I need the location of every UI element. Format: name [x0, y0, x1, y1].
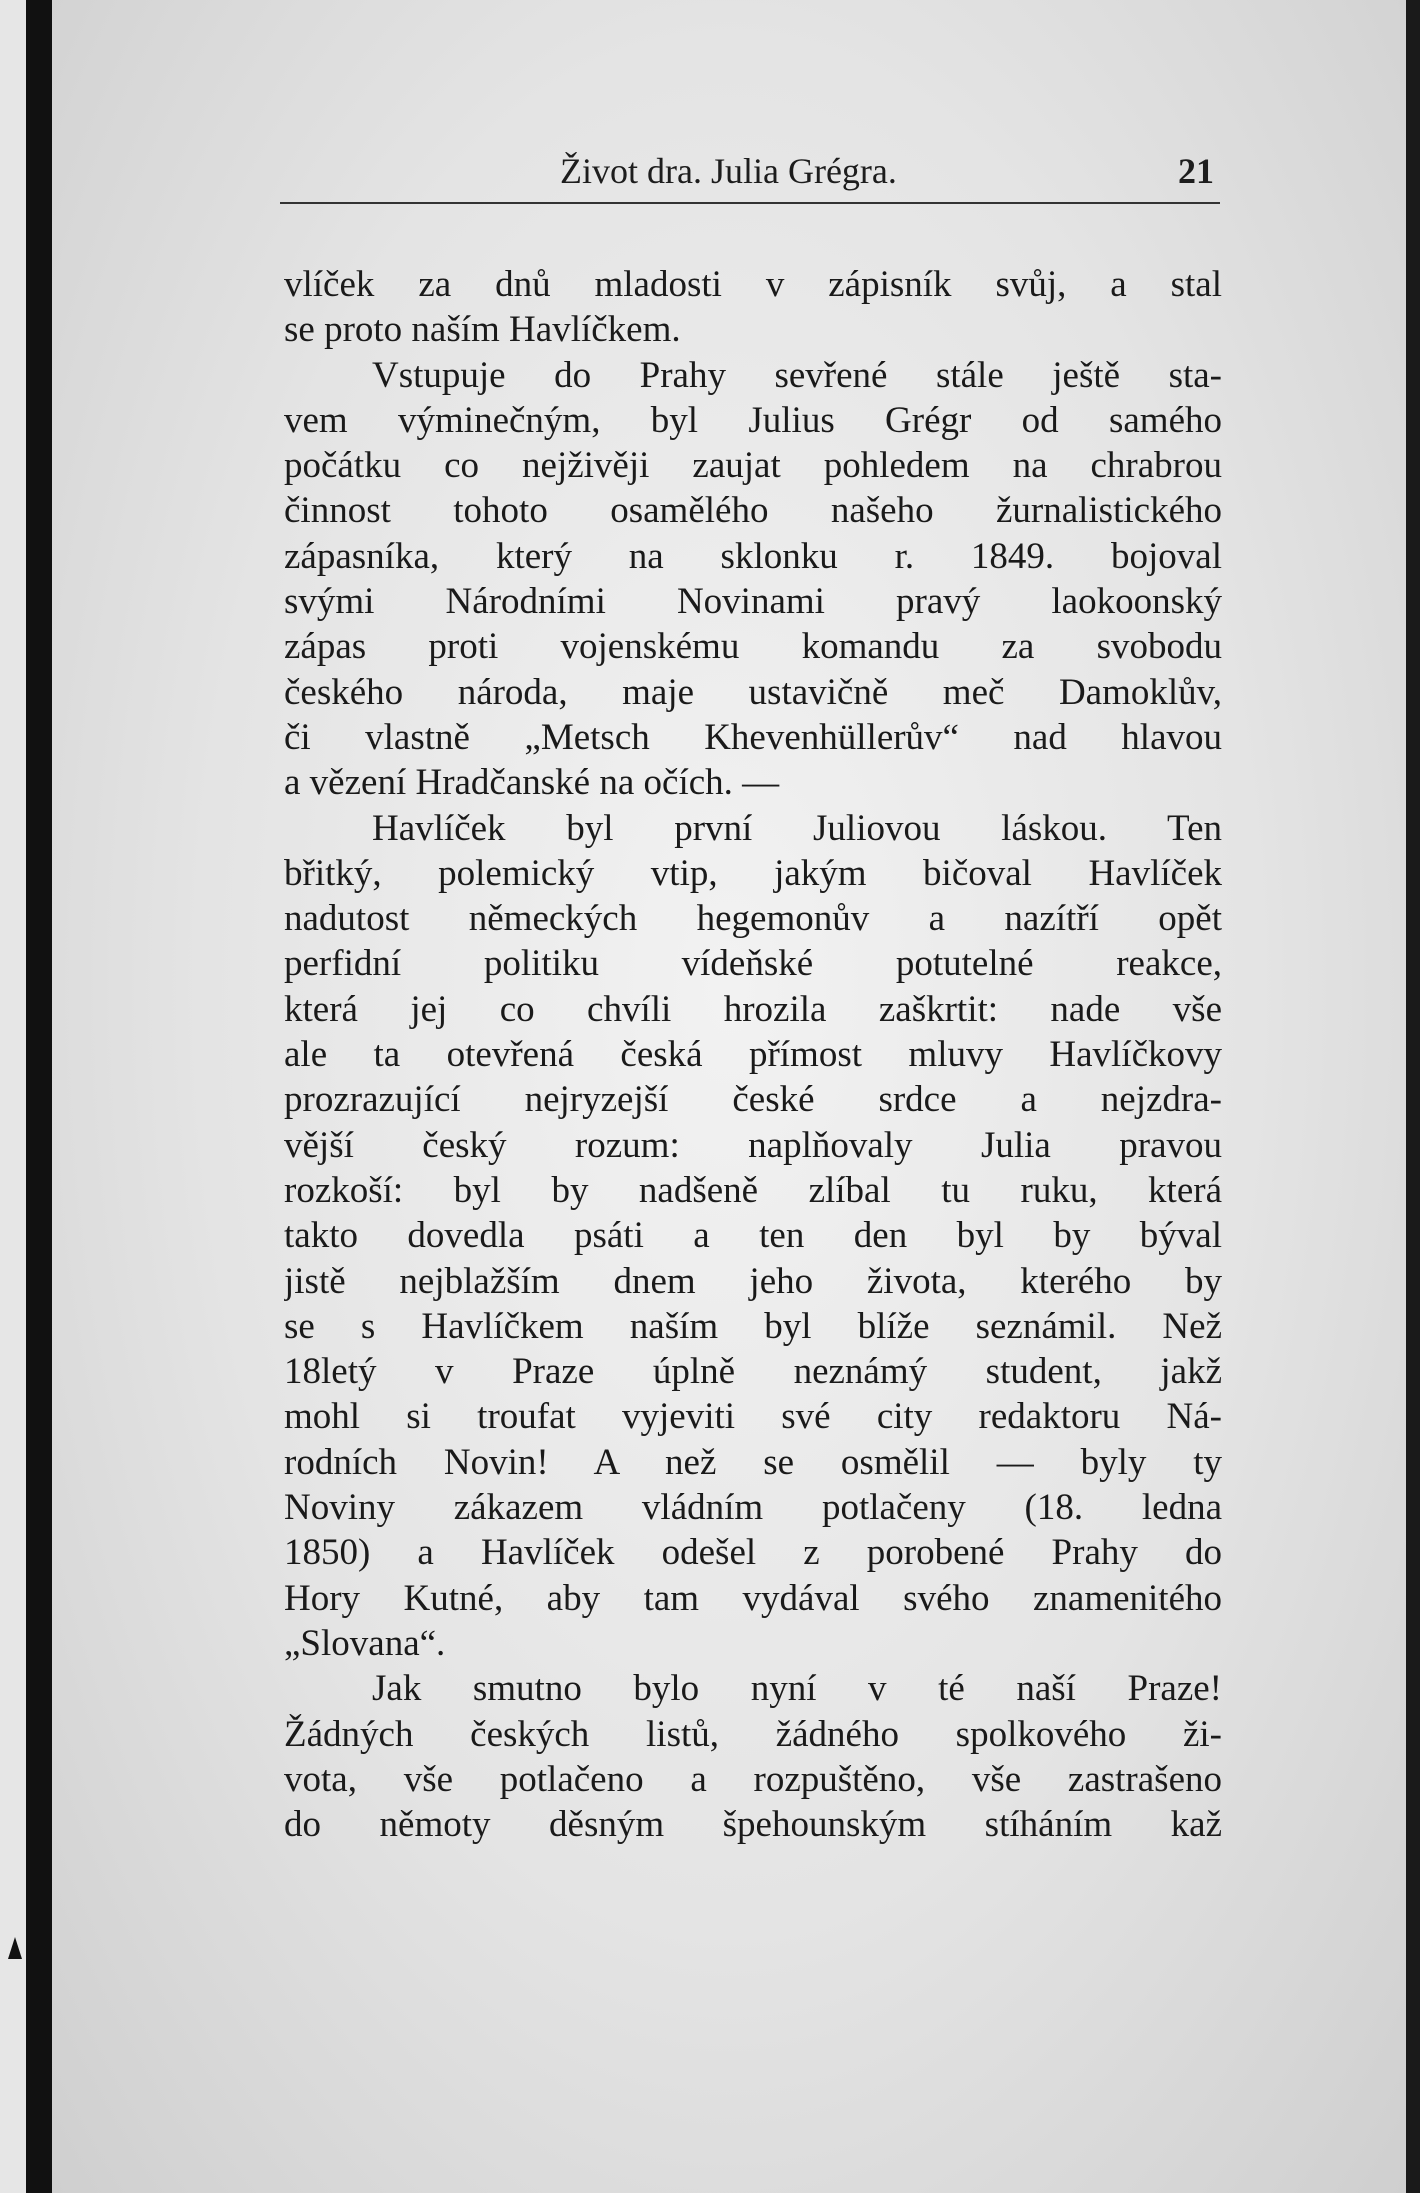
text-line: která jej co chvíli hrozila zaškrtit: nade vše — [284, 988, 1222, 1030]
scan-arrow-icon — [8, 1937, 22, 1959]
text-line: prozrazující nejryzejší české srdce a nejzdra- — [284, 1079, 1222, 1121]
text-line: vlíček za dnů mladosti v zápisník svůj, a stal — [284, 264, 1222, 305]
text-line: 18letý v Praze úplně neznámý student, jakž — [284, 1351, 1222, 1393]
scan-right-edge — [1406, 0, 1420, 2193]
running-title: Život dra. Julia Grégra. — [560, 151, 897, 191]
text-line: vota, vše potlačeno a rozpuštěno, vše zastrašeno — [284, 1758, 1222, 1800]
text-line: vem výminečným, byl Julius Grégr od samého — [284, 399, 1222, 441]
text-line: počátku co nejživěji zaujat pohledem na chrabrou — [284, 445, 1222, 487]
text-line: perfidní politiku vídeňské potutelné reakce, — [284, 943, 1222, 985]
text-line: Havlíček byl první Juliovou láskou. Ten — [372, 807, 1222, 849]
text-line: Noviny zákazem vládním potlačeny (18. ledna — [284, 1487, 1222, 1529]
text-line: vější český rozum: naplňovaly Julia pravou — [284, 1124, 1222, 1166]
text-line: nadutost německých hegemonův a nazítří opět — [284, 898, 1222, 940]
text-line: či vlastně „Metsch Khevenhüllerův“ nad hlavou — [284, 716, 1222, 758]
text-line: ale ta otevřená česká přímost mluvy Havlíčkovy — [284, 1034, 1222, 1076]
text-line: Žádných českých listů, žádného spolkového ži- — [284, 1713, 1222, 1755]
text-line: svými Národními Novinami pravý laokoonský — [284, 581, 1222, 623]
body-text — [284, 262, 1222, 1847]
text-line: Jak smutno bylo nyní v té naší Praze! — [372, 1668, 1222, 1710]
page-number: 21 — [1178, 151, 1214, 191]
text-line: 1850) a Havlíček odešel z porobené Prahy do — [284, 1532, 1222, 1574]
text-line: Vstupuje do Prahy sevřené stále ještě sta- — [372, 354, 1222, 396]
text-line: se s Havlíčkem naším byl blíže seznámil. Než — [284, 1305, 1222, 1347]
text-line: zápasníka, který na sklonku r. 1849. bojoval — [284, 535, 1222, 577]
book-page — [52, 0, 1406, 2193]
text-line: „Slovana“. — [284, 1622, 446, 1664]
text-line: Hory Kutné, aby tam vydával svého znamenitého — [284, 1577, 1222, 1619]
text-line: rozkoší: byl by nadšeně zlíbal tu ruku, která — [284, 1169, 1222, 1211]
text-line: a vězení Hradčanské na očích. — — [284, 762, 780, 804]
book-binding-edge — [26, 0, 52, 2193]
text-line: činnost tohoto osamělého našeho žurnalistického — [284, 490, 1222, 532]
text-line: do němoty děsným špehounským stíháním kaž — [284, 1804, 1222, 1846]
text-line: jistě nejblažším dnem jeho života, kterého by — [284, 1260, 1222, 1302]
text-line: rodních Novin! A než se osmělil — byly ty — [284, 1441, 1222, 1483]
text-line: takto dovedla psáti a ten den byl by býval — [284, 1215, 1222, 1257]
page-header — [280, 150, 1220, 204]
text-line: českého národa, maje ustavičně meč Damoklův, — [284, 671, 1222, 713]
text-line: se proto naším Havlíčkem. — [284, 309, 681, 351]
text-line: zápas proti vojenskému komandu za svobodu — [284, 626, 1222, 668]
text-line: mohl si troufat vyjeviti své city redaktoru Ná- — [284, 1396, 1222, 1438]
text-line: břitký, polemický vtip, jakým bičoval Havlíček — [284, 852, 1222, 894]
scan-left-margin — [0, 0, 26, 2193]
